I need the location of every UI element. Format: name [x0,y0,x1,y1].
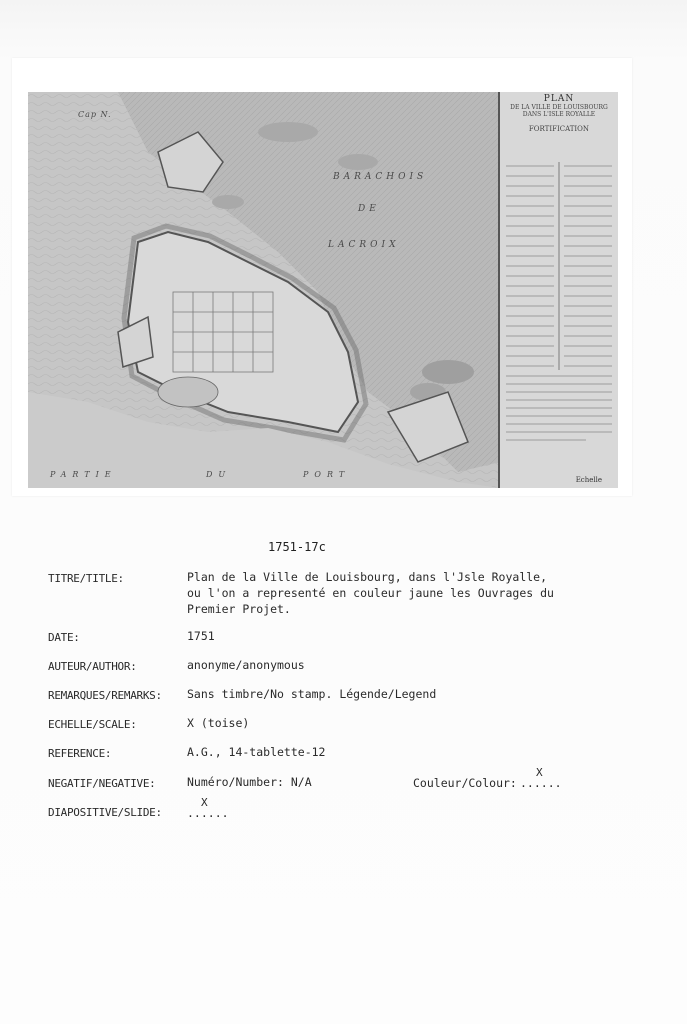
slide-value: ...... [187,806,229,820]
historical-map-image [28,92,618,488]
author-value: anonyme/anonymous [187,658,305,672]
title-label: TITRE/TITLE: [48,572,124,585]
legend-text-lines [506,162,612,462]
colour-label: Couleur/Colour: [413,776,517,790]
scale-value: X (toise) [187,716,250,730]
map-label-port: PORT [303,470,351,479]
title-value: Plan de la Ville de Louisbourg, dans l'Jsle Royalle, ou l'on a representé en couleur jaune les Ouvrages du Premier Projet. [187,570,554,616]
map-legend-panel [498,92,618,488]
map-legend-subtitle-1: DE LA VILLE DE LOUISBOURG [510,104,608,111]
map-label-barachois: BARACHOIS [333,172,428,182]
slide-label: DIAPOSITIVE/SLIDE: [48,806,162,819]
slide-mark: X [201,796,208,809]
map-legend-subtitle-2: DANS L'ISLE ROYALLE [522,111,596,118]
map-label-du: DU [206,470,232,479]
remarks-value: Sans timbre/No stamp. Légende/Legend [187,687,437,701]
map-legend-title: PLAN [543,94,575,104]
reference-code: 1751-17c [268,540,326,554]
scale-label: ECHELLE/SCALE: [48,718,137,731]
date-label: DATE: [48,631,80,644]
map-legend-scale: Echelle [575,476,602,484]
negative-value: Numéro/Number: N/A [187,775,312,789]
date-value: 1751 [187,629,215,643]
map-label-cap: Cap N. [78,110,112,119]
author-label: AUTEUR/AUTHOR: [48,660,137,673]
negative-label: NEGATIF/NEGATIVE: [48,777,156,790]
map-label-lacroix: LACROIX [328,240,400,250]
colour-mark: X [536,766,543,779]
reference-value: A.G., 14-tablette-12 [187,745,326,759]
colour-value: ...... [520,776,562,790]
reference-label: REFERENCE: [48,747,112,760]
map-legend-section-heading: FORTIFICATION [528,125,590,133]
map-label-de: DE [358,204,380,214]
map-label-partie: PARTIE [50,470,117,479]
remarks-label: REMARQUES/REMARKS: [48,689,162,702]
